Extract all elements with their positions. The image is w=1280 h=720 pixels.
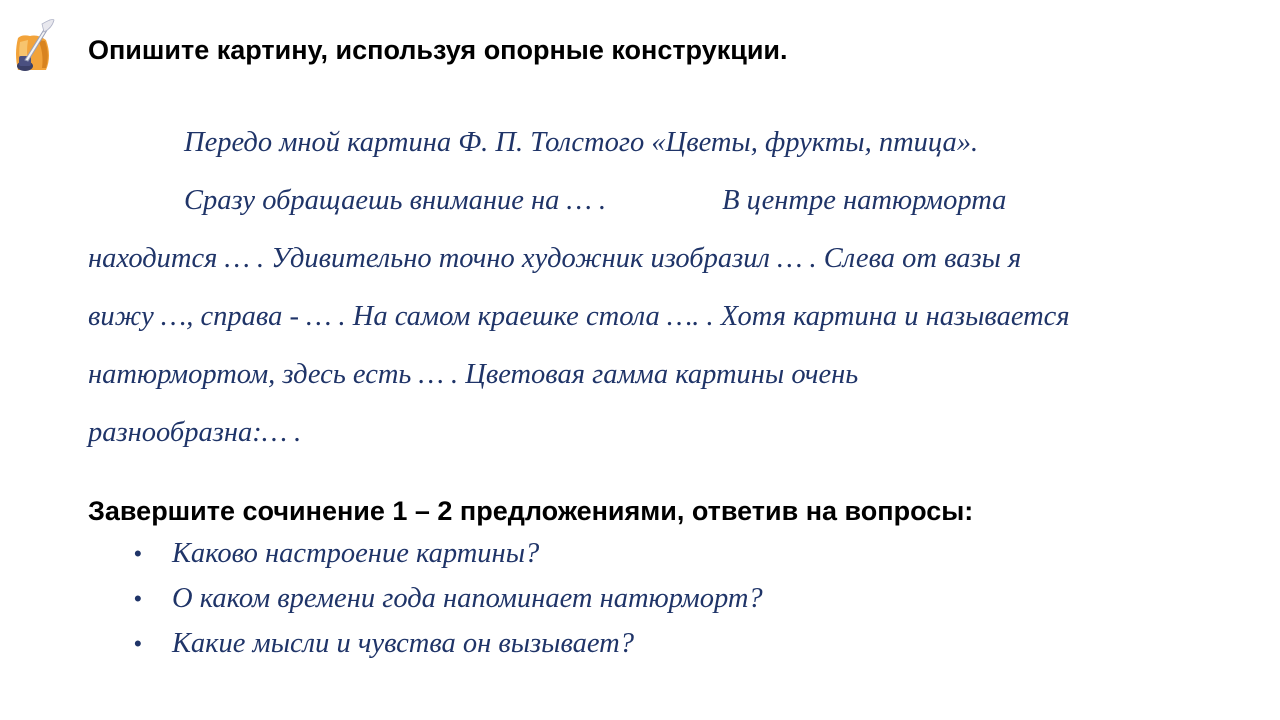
list-item [0, 623, 1280, 668]
task2-title: Завершите сочинение 1 – 2 предложениями, ответив на вопросы: [88, 496, 974, 526]
question-text: Какие мысли и чувства он вызывает? [172, 628, 635, 659]
question-text: Каково настроение картины? [172, 538, 540, 569]
essay-template [88, 122, 1238, 470]
essay-line: Передо мной картина Ф. П. Толстого «Цветы, фрукты, птица». [184, 127, 979, 158]
question-text: О каком времени года напоминает натюрморт? [172, 583, 763, 614]
essay-line: вижу …, справа - … . На самом краешке стола …. . Хотя картина и называется [88, 301, 1070, 332]
essay-line: находится … . Удивительно точно художник изобразил … . Слева от вазы я [88, 243, 1022, 274]
task-title: Опишите картину, используя опорные конструкции. [88, 35, 788, 65]
essay-line [88, 180, 1238, 238]
list-item [0, 578, 1280, 623]
quill-and-ink-icon [8, 16, 56, 74]
list-item [0, 533, 1280, 578]
bullet-icon: • [134, 631, 142, 656]
question-list [0, 533, 1280, 668]
bullet-icon: • [134, 541, 142, 566]
essay-line: натюрмортом, здесь есть … . Цветовая гамма картины очень [88, 359, 859, 390]
bullet-icon: • [134, 586, 142, 611]
essay-fragment: В центре натюрморта [722, 185, 1007, 216]
essay-line: разнообразна:… . [88, 417, 302, 448]
essay-fragment: Сразу обращаешь внимание на … . [184, 185, 607, 216]
